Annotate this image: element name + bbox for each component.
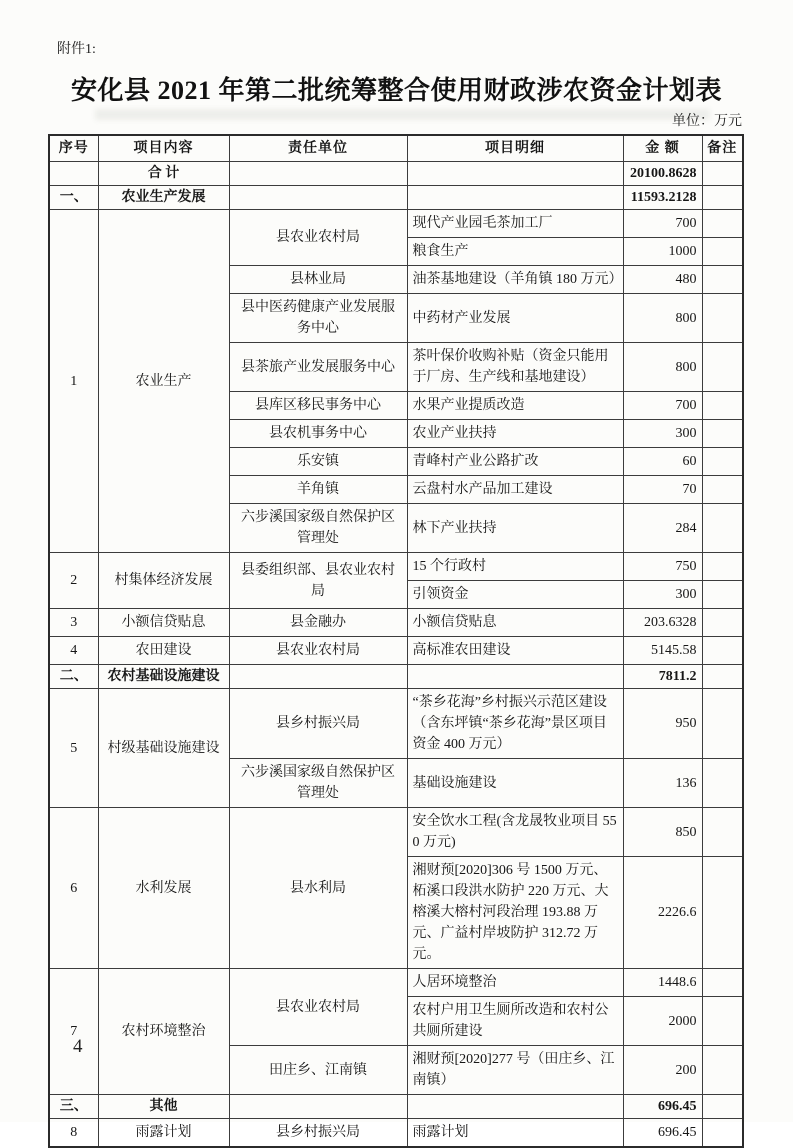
cell: 136 <box>623 759 702 808</box>
cell: 5 <box>49 689 98 808</box>
cell: 农业产业扶持 <box>407 420 623 448</box>
cell: 人居环境整治 <box>407 969 623 997</box>
cell <box>702 343 743 392</box>
cell <box>702 448 743 476</box>
table-head <box>49 135 743 162</box>
cell <box>229 665 407 689</box>
funding-table <box>48 134 744 1148</box>
cell: 雨露计划 <box>407 1119 623 1148</box>
cell: 60 <box>623 448 702 476</box>
cell: 203.6328 <box>623 609 702 637</box>
cell: 六步溪国家级自然保护区管理处 <box>229 759 407 808</box>
cell <box>702 759 743 808</box>
cell <box>702 637 743 665</box>
cell <box>229 162 407 186</box>
section-row <box>49 1095 743 1119</box>
cell: 8 <box>49 1119 98 1148</box>
cell: 水利发展 <box>98 808 229 969</box>
cell: 7 <box>49 969 98 1095</box>
cell: 850 <box>623 808 702 857</box>
cell <box>407 1095 623 1119</box>
cell: 二、 <box>49 665 98 689</box>
cell: 青峰村产业公路扩改 <box>407 448 623 476</box>
cell: 县水利局 <box>229 808 407 969</box>
page-number: 4 <box>73 1036 83 1057</box>
cell <box>702 1046 743 1095</box>
cell: 2000 <box>623 997 702 1046</box>
cell <box>702 186 743 210</box>
scan-artifact <box>95 109 710 120</box>
cell: 村集体经济发展 <box>98 553 229 609</box>
cell <box>407 186 623 210</box>
cell <box>407 162 623 186</box>
cell: 200 <box>623 1046 702 1095</box>
table-row <box>49 210 743 238</box>
cell: 1448.6 <box>623 969 702 997</box>
cell: 2226.6 <box>623 857 702 969</box>
column-header: 项目明细 <box>407 135 623 162</box>
cell: 中药材产业发展 <box>407 294 623 343</box>
cell: 800 <box>623 343 702 392</box>
cell: 县农业农村局 <box>229 210 407 266</box>
cell: 696.45 <box>623 1095 702 1119</box>
cell: 田庄乡、江南镇 <box>229 1046 407 1095</box>
cell <box>702 266 743 294</box>
cell <box>702 392 743 420</box>
cell: 羊角镇 <box>229 476 407 504</box>
cell <box>702 997 743 1046</box>
cell <box>702 808 743 857</box>
cell: 县农机事务中心 <box>229 420 407 448</box>
cell: 县农业农村局 <box>229 637 407 665</box>
page-title: 安化县 2021 年第二批统筹整合使用财政涉农资金计划表 <box>70 76 722 105</box>
cell: 950 <box>623 689 702 759</box>
cell: 300 <box>623 420 702 448</box>
cell: 农业生产发展 <box>98 186 229 210</box>
cell <box>702 504 743 553</box>
cell: 5145.58 <box>623 637 702 665</box>
cell: 农村环境整治 <box>98 969 229 1095</box>
section-row <box>49 186 743 210</box>
cell: 三、 <box>49 1095 98 1119</box>
cell: 县中医药健康产业发展服务中心 <box>229 294 407 343</box>
cell <box>702 665 743 689</box>
cell <box>229 186 407 210</box>
cell: 小额信贷贴息 <box>98 609 229 637</box>
cell: 高标准农田建设 <box>407 637 623 665</box>
cell: 农村基础设施建设 <box>98 665 229 689</box>
cell: 乐安镇 <box>229 448 407 476</box>
cell: 农业生产 <box>98 210 229 553</box>
column-header: 备注 <box>702 135 743 162</box>
column-header: 金 额 <box>623 135 702 162</box>
cell: 6 <box>49 808 98 969</box>
cell <box>407 665 623 689</box>
cell: 4 <box>49 637 98 665</box>
cell <box>702 1119 743 1148</box>
cell <box>702 969 743 997</box>
cell: 1000 <box>623 238 702 266</box>
cell <box>702 609 743 637</box>
cell: 70 <box>623 476 702 504</box>
cell: 县乡村振兴局 <box>229 689 407 759</box>
cell: 县林业局 <box>229 266 407 294</box>
header-row <box>49 135 743 162</box>
cell <box>702 689 743 759</box>
cell: 水果产业提质改造 <box>407 392 623 420</box>
column-header: 责任单位 <box>229 135 407 162</box>
section-row <box>49 665 743 689</box>
cell: 油茶基地建设（羊角镇 180 万元） <box>407 266 623 294</box>
cell <box>702 553 743 581</box>
cell <box>702 210 743 238</box>
table-row <box>49 689 743 759</box>
cell: 村级基础设施建设 <box>98 689 229 808</box>
table-row <box>49 637 743 665</box>
table-row <box>49 609 743 637</box>
table-row <box>49 808 743 857</box>
column-header: 序号 <box>49 135 98 162</box>
cell: 小额信贷贴息 <box>407 609 623 637</box>
cell: 696.45 <box>623 1119 702 1148</box>
cell <box>229 1095 407 1119</box>
section-row <box>49 162 743 186</box>
cell: 7811.2 <box>623 665 702 689</box>
cell: 县金融办 <box>229 609 407 637</box>
cell: 县委组织部、县农业农村局 <box>229 553 407 609</box>
cell: 15 个行政村 <box>407 553 623 581</box>
cell: 安全饮水工程(含龙晟牧业项目 550 万元) <box>407 808 623 857</box>
cell: 700 <box>623 210 702 238</box>
cell <box>702 1095 743 1119</box>
cell: 基础设施建设 <box>407 759 623 808</box>
cell: 3 <box>49 609 98 637</box>
cell: 雨露计划 <box>98 1119 229 1148</box>
cell: 县库区移民事务中心 <box>229 392 407 420</box>
cell <box>702 581 743 609</box>
table-body <box>49 162 743 1148</box>
cell: 县乡村振兴局 <box>229 1119 407 1148</box>
cell: 茶叶保价收购补贴（资金只能用于厂房、生产线和基地建设） <box>407 343 623 392</box>
cell: 湘财预[2020]306 号 1500 万元、柘溪口段洪水防护 220 万元、大榕溪大榕村河段治理 193.88 万元、广益村岸坡防护 312.72 万元。 <box>407 857 623 969</box>
cell: 粮食生产 <box>407 238 623 266</box>
cell <box>702 476 743 504</box>
cell: 林下产业扶持 <box>407 504 623 553</box>
column-header: 项目内容 <box>98 135 229 162</box>
cell <box>49 162 98 186</box>
cell: 引领资金 <box>407 581 623 609</box>
table-row <box>49 969 743 997</box>
table-row <box>49 1119 743 1148</box>
cell: 20100.8628 <box>623 162 702 186</box>
cell: 合 计 <box>98 162 229 186</box>
cell: 其他 <box>98 1095 229 1119</box>
cell: 湘财预[2020]277 号（田庄乡、江南镇） <box>407 1046 623 1095</box>
cell: 700 <box>623 392 702 420</box>
cell: 11593.2128 <box>623 186 702 210</box>
cell: 农村户用卫生厕所改造和农村公共厕所建设 <box>407 997 623 1046</box>
cell: 800 <box>623 294 702 343</box>
cell: 2 <box>49 553 98 609</box>
cell <box>702 162 743 186</box>
cell: 480 <box>623 266 702 294</box>
table-row <box>49 553 743 581</box>
cell <box>702 238 743 266</box>
cell: 300 <box>623 581 702 609</box>
cell: “茶乡花海”乡村振兴示范区建设（含东坪镇“茶乡花海”景区项目资金 400 万元） <box>407 689 623 759</box>
cell: 云盘村水产品加工建设 <box>407 476 623 504</box>
attachment-label: 附件1: <box>57 42 96 57</box>
cell: 农田建设 <box>98 637 229 665</box>
cell: 一、 <box>49 186 98 210</box>
cell: 现代产业园毛茶加工厂 <box>407 210 623 238</box>
cell: 1 <box>49 210 98 553</box>
cell: 县农业农村局 <box>229 969 407 1046</box>
cell <box>702 420 743 448</box>
cell: 750 <box>623 553 702 581</box>
unit-label: 单位：万元 <box>672 114 742 129</box>
cell <box>702 294 743 343</box>
cell: 六步溪国家级自然保护区管理处 <box>229 504 407 553</box>
cell: 284 <box>623 504 702 553</box>
cell <box>702 857 743 969</box>
cell: 县茶旅产业发展服务中心 <box>229 343 407 392</box>
